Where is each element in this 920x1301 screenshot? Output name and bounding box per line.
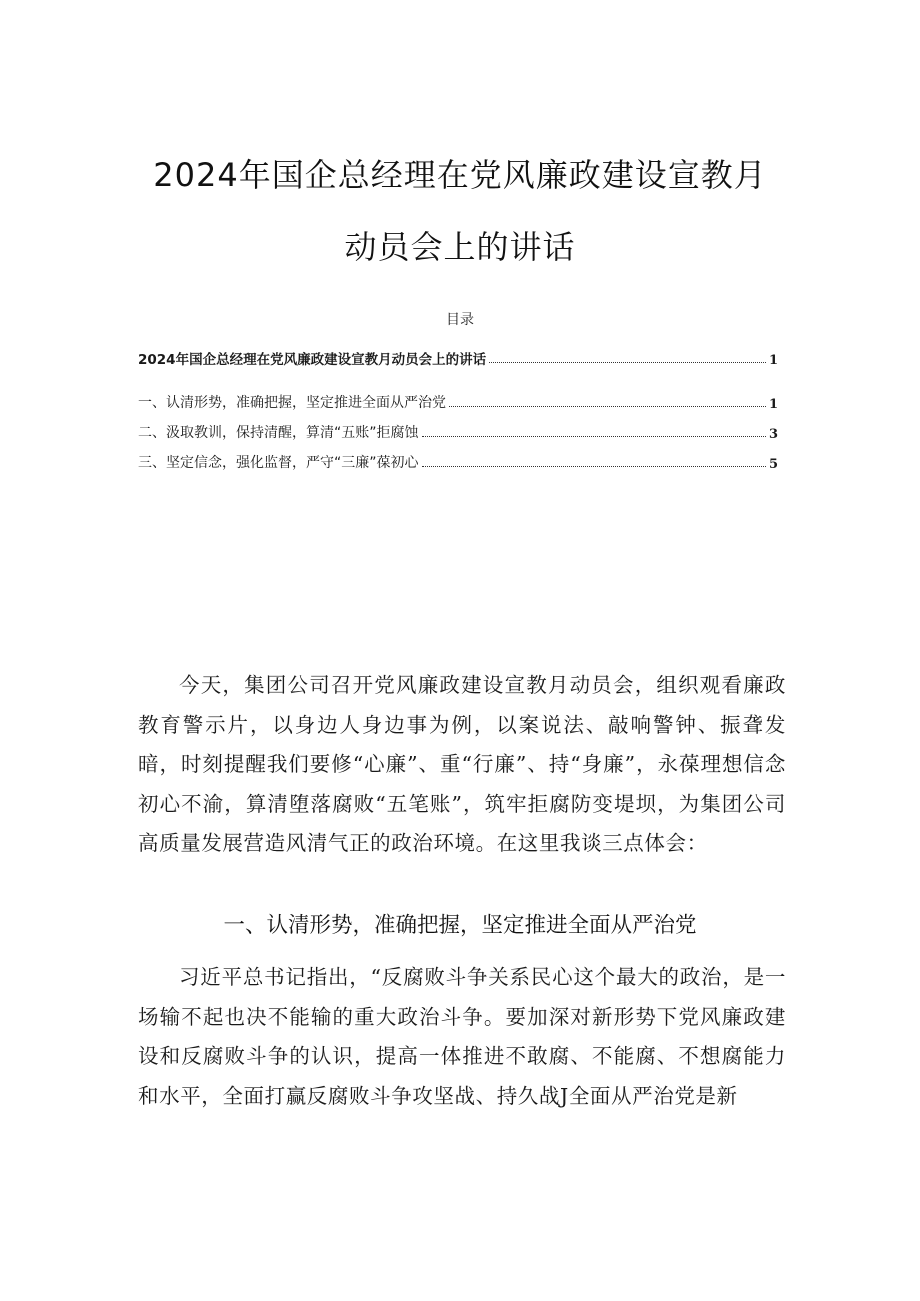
toc-entry[interactable] [138, 346, 778, 368]
toc-entry[interactable] [138, 450, 778, 472]
toc-entry-page: 1 [768, 397, 778, 412]
toc-leader-dots [422, 465, 766, 467]
toc-entry-text: 二、汲取教训，保持清醒，算清“五账”拒腐蚀 [138, 425, 419, 441]
toc-heading: 目录 [446, 312, 474, 328]
toc-entry-page: 5 [768, 457, 778, 472]
toc-leader-dots [449, 405, 766, 407]
toc-entry-text: 2024年国企总经理在党风廉政建设宣教月动员会上的讲话 [138, 352, 487, 368]
toc-leader-dots [489, 361, 766, 363]
section-heading-1: 一、认清形势，准确把握，坚定推进全面从严治党 [223, 913, 697, 938]
toc-leader-dots [422, 435, 766, 437]
toc-entry-text: 三、坚定信念，强化监督，严守“三廉”葆初心 [138, 455, 419, 471]
body-paragraph-intro: 今天，集团公司召开党风廉政建设宣教月动员会，组织观看廉政教育警示片，以身边人身边事为例，以案说法、敲响警钟、振聋发暗，时刻提醒我们要修“心廉”、重“行廉”、持“身廉”，永葆理想信念初心不渝，算清堕落腐败“五笔账”，筑牢拒腐防变堤坝，为集团公司高质量发展营造风清气正的政治环境。在这里我谈三点体会： [138, 673, 786, 855]
document-title-line-1: 2024年国企总经理在党风廉政建设宣教月 [153, 156, 767, 194]
toc-entry[interactable] [138, 390, 778, 412]
body-paragraph-section-1: 习近平总书记指出，“反腐败斗争关系民心这个最大的政治，是一场输不起也决不能输的重大政治斗争。要加深对新形势下党风廉政建设和反腐败斗争的认识，提高一体推进不敢腐、不能腐、不想腐能力和水平，全面打赢反腐败斗争攻坚战、持久战J全面从严治党是新 [138, 965, 786, 1108]
toc-entry[interactable] [138, 420, 778, 442]
document-title-line-2: 动员会上的讲话 [344, 228, 576, 266]
toc-entry-page: 1 [768, 353, 778, 368]
toc-entry-text: 一、认清形势，准确把握，坚定推进全面从严治党 [138, 395, 446, 411]
toc-entry-page: 3 [768, 427, 778, 442]
